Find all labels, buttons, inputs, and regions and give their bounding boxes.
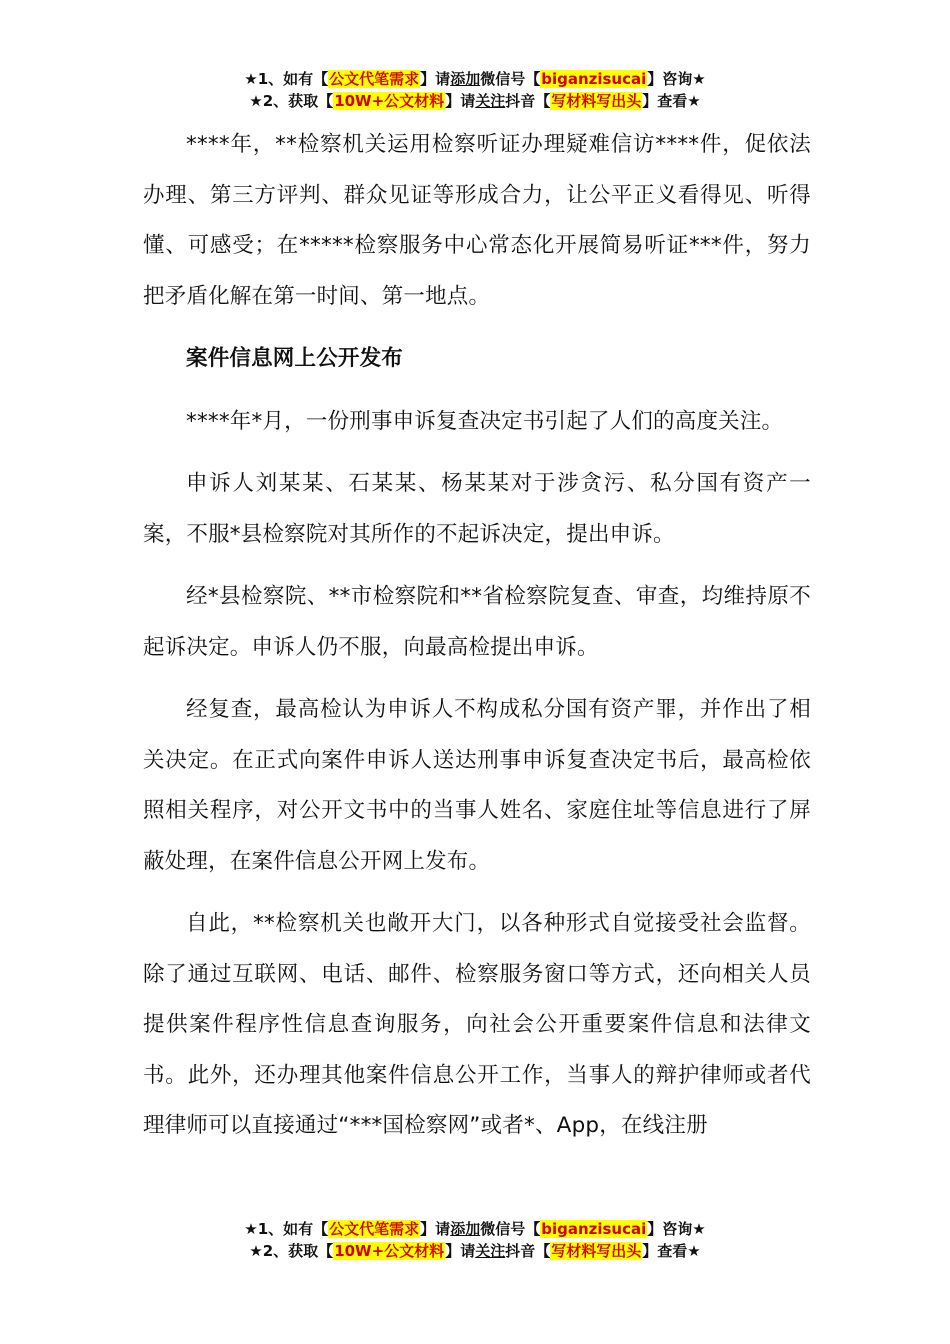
banner-line-1 bbox=[0, 68, 950, 90]
section-heading: 案件信息网上公开发布 bbox=[186, 346, 404, 371]
highlight-service: 公文代笔需求 bbox=[329, 70, 420, 88]
banner-text: 】查看★ bbox=[642, 92, 701, 110]
highlight-materials: 10W+公文材料 bbox=[334, 1242, 445, 1260]
paragraph-2: ****年*月，一份刑事申诉复查决定书引起了人们的高度关注。 bbox=[186, 408, 784, 434]
banner-text: 】请 bbox=[420, 70, 451, 88]
banner-text: ★2、获取【 bbox=[249, 92, 334, 110]
banner-text: 抖音【 bbox=[505, 1242, 551, 1260]
banner-line-2 bbox=[0, 1240, 950, 1262]
paragraph-3: 申诉人刘某某、石某某、杨某某对于涉贪污、私分国有资产一案，不服*县检察院对其所作的不起诉决定，提出申诉。 bbox=[143, 471, 811, 547]
paragraph-1: ****年，**检察机关运用检察听证办理疑难信访****件，促依法办理、第三方评判、群众见证等形成合力，让公平正义看得见、听得懂、可感受；在*****检察服务中心常态化开展简易听证***件，努力把矛盾化解在第一时间、第一地点。 bbox=[143, 132, 811, 309]
banner-underlined-text: 添加 bbox=[450, 1220, 481, 1238]
banner-line-1 bbox=[0, 1218, 950, 1240]
highlight-materials: 10W+公文材料 bbox=[334, 92, 445, 110]
banner-text: ★1、如有【 bbox=[244, 1220, 329, 1238]
banner-text: ★1、如有【 bbox=[244, 70, 329, 88]
highlight-douyin: 写材料写出头 bbox=[551, 1242, 642, 1260]
bottom-banner bbox=[0, 1218, 950, 1262]
banner-text: ★2、获取【 bbox=[249, 1242, 334, 1260]
paragraph-6: 自此，**检察机关也敞开大门，以各种形式自觉接受社会监督。除了通过互联网、电话、邮件、检察服务窗口等方式，还向相关人员提供案件程序性信息查询服务，向社会公开重要案件信息和法律文书。此外，还办理其他案件信息公开工作，当事人的辩护律师或者代理律师可以直接通过“***国检察网”或者*、App，在线注册 bbox=[143, 911, 811, 1138]
banner-line-2 bbox=[0, 90, 950, 112]
paragraph-4: 经*县检察院、**市检察院和**省检察院复查、审查，均维持原不起诉决定。申诉人仍不服，向最高检提出申诉。 bbox=[143, 584, 811, 660]
paragraph-5: 经复查，最高检认为申诉人不构成私分国有资产罪，并作出了相关决定。在正式向案件申诉人送达刑事申诉复查决定书后，最高检依照相关程序，对公开文书中的当事人姓名、家庭住址等信息进行了屏蔽处理，在案件信息公开网上发布。 bbox=[143, 697, 811, 874]
document-body bbox=[143, 120, 811, 1164]
banner-text: 】咨询★ bbox=[647, 1220, 706, 1238]
banner-text: 】查看★ bbox=[642, 1242, 701, 1260]
banner-text: 】请 bbox=[420, 1220, 451, 1238]
banner-text: 】请 bbox=[445, 1242, 476, 1260]
banner-text: 微信号【 bbox=[480, 70, 541, 88]
banner-text: 】咨询★ bbox=[647, 70, 706, 88]
top-banner bbox=[0, 68, 950, 112]
banner-text: 】请 bbox=[445, 92, 476, 110]
banner-underlined-text: 关注 bbox=[475, 1242, 506, 1260]
highlight-douyin: 写材料写出头 bbox=[551, 92, 642, 110]
banner-underlined-text: 添加 bbox=[450, 70, 481, 88]
highlight-wechat-id: biganzisucai bbox=[541, 70, 647, 88]
banner-underlined-text: 关注 bbox=[475, 92, 506, 110]
highlight-service: 公文代笔需求 bbox=[329, 1220, 420, 1238]
highlight-wechat-id: biganzisucai bbox=[541, 1220, 647, 1238]
banner-text: 抖音【 bbox=[505, 92, 551, 110]
banner-text: 微信号【 bbox=[480, 1220, 541, 1238]
